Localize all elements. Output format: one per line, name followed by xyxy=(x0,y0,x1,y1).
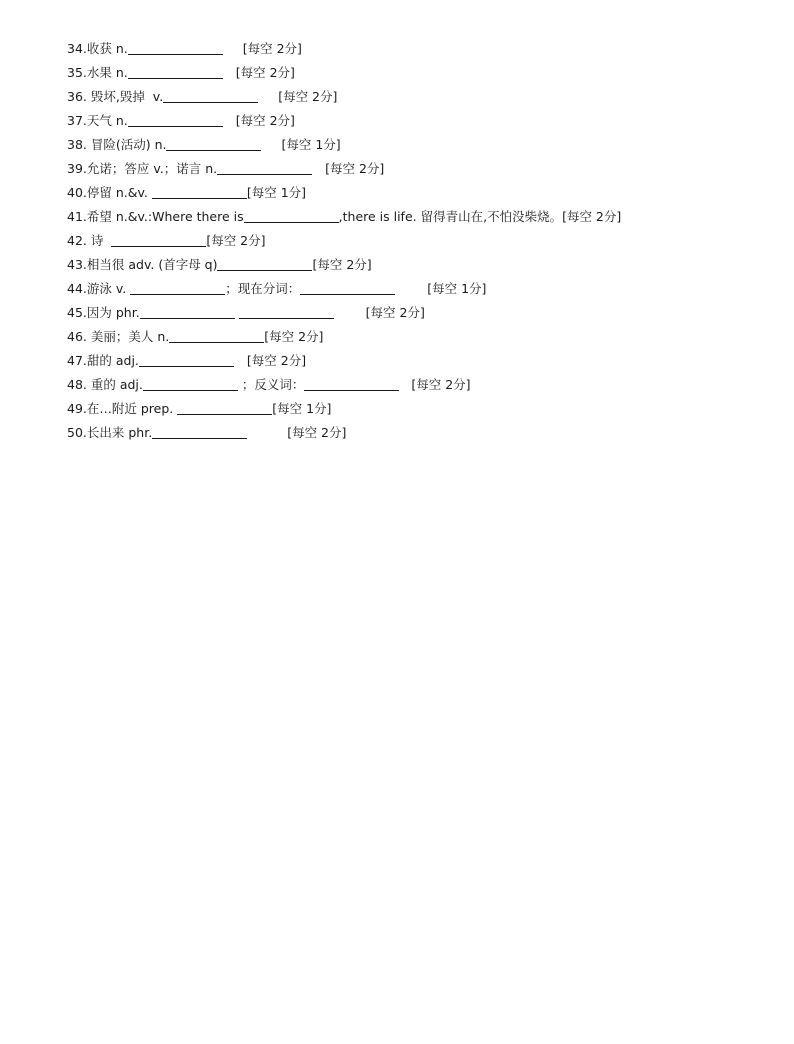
answer-blank[interactable] xyxy=(140,305,235,319)
answer-blank[interactable] xyxy=(217,257,312,271)
question-47-prompt: 47.甜的 adj. xyxy=(67,353,139,368)
question-46 xyxy=(67,322,767,346)
question-49-score: [每空 1分] xyxy=(272,401,332,416)
question-36 xyxy=(67,82,767,106)
question-34-score: [每空 2分] xyxy=(242,41,302,56)
question-41-prompt: 41.希望 n.&v.:Where there is xyxy=(67,209,244,224)
answer-blank[interactable] xyxy=(239,305,334,319)
question-50 xyxy=(67,418,767,442)
question-41 xyxy=(67,202,767,226)
question-37-prompt: 37.天气 n. xyxy=(67,113,128,128)
question-35-score: [每空 2分] xyxy=(235,65,295,80)
answer-blank[interactable] xyxy=(128,65,223,79)
answer-blank[interactable] xyxy=(143,377,238,391)
question-42-score: [每空 2分] xyxy=(206,233,266,248)
question-44-score: [每空 1分] xyxy=(427,281,487,296)
answer-blank[interactable] xyxy=(169,329,264,343)
question-45-prompt: 45.因为 phr. xyxy=(67,305,140,320)
question-50-score: [每空 2分] xyxy=(287,425,347,440)
vocabulary-worksheet xyxy=(67,34,767,442)
question-49 xyxy=(67,394,767,418)
answer-blank[interactable] xyxy=(217,161,312,175)
question-44 xyxy=(67,274,767,298)
question-48 xyxy=(67,370,767,394)
question-42-prompt: 42. 诗 xyxy=(67,233,112,248)
question-43-score: [每空 2分] xyxy=(312,257,372,272)
answer-blank[interactable] xyxy=(300,281,395,295)
question-45 xyxy=(67,298,767,322)
question-48-score: [每空 2分] xyxy=(411,377,471,392)
question-37-score: [每空 2分] xyxy=(235,113,295,128)
question-46-score: [每空 2分] xyxy=(264,329,324,344)
question-47-score: [每空 2分] xyxy=(246,353,307,368)
question-36-score: [每空 2分] xyxy=(278,89,338,104)
question-41-proverb: ,there is life. 留得青山在,不怕没柴烧。 xyxy=(338,209,563,224)
question-35 xyxy=(67,58,767,82)
question-38-prompt: 38. 冒险(活动) n. xyxy=(67,137,167,152)
answer-blank[interactable] xyxy=(163,89,258,103)
question-44-participle-label: ；现在分词： xyxy=(225,281,301,296)
question-43 xyxy=(67,250,767,274)
answer-blank[interactable] xyxy=(244,209,339,223)
answer-blank[interactable] xyxy=(166,137,261,151)
question-36-prompt: 36. 毁坏,毁掉 v. xyxy=(67,89,164,104)
question-43-prompt: 43.相当很 adv. (首字母 q) xyxy=(67,257,218,272)
question-34 xyxy=(67,34,767,58)
question-39-score: [每空 2分] xyxy=(325,161,385,176)
question-48-prompt: 48. 重的 adj. xyxy=(67,377,143,392)
question-38 xyxy=(67,130,767,154)
question-39 xyxy=(67,154,767,178)
question-40-prompt: 40.停留 n.&v. xyxy=(67,185,152,200)
answer-blank[interactable] xyxy=(128,113,223,127)
answer-blank[interactable] xyxy=(152,185,247,199)
question-42 xyxy=(67,226,767,250)
question-44-prompt: 44.游泳 v. xyxy=(67,281,131,296)
question-47 xyxy=(67,346,767,370)
answer-blank[interactable] xyxy=(128,41,223,55)
question-38-score: [每空 1分] xyxy=(281,137,341,152)
question-48-antonym-label: ；反义词： xyxy=(237,377,305,392)
answer-blank[interactable] xyxy=(304,377,399,391)
answer-blank[interactable] xyxy=(111,233,206,247)
question-37 xyxy=(67,106,767,130)
question-50-prompt: 50.长出来 phr. xyxy=(67,425,153,440)
question-39-prompt: 39.允诺；答应 v.；诺言 n. xyxy=(67,161,218,176)
question-34-prompt: 34.收获 n. xyxy=(67,41,128,56)
question-40 xyxy=(67,178,767,202)
answer-blank[interactable] xyxy=(177,401,272,415)
question-35-prompt: 35.水果 n. xyxy=(67,65,128,80)
question-40-score: [每空 1分] xyxy=(246,185,307,200)
question-46-prompt: 46. 美丽；美人 n. xyxy=(67,329,170,344)
question-45-score: [每空 2分] xyxy=(365,305,425,320)
answer-blank[interactable] xyxy=(152,425,247,439)
answer-blank[interactable] xyxy=(139,353,234,367)
answer-blank[interactable] xyxy=(130,281,225,295)
question-41-score: [每空 2分] xyxy=(562,209,622,224)
question-49-prompt: 49.在…附近 prep. xyxy=(67,401,178,416)
